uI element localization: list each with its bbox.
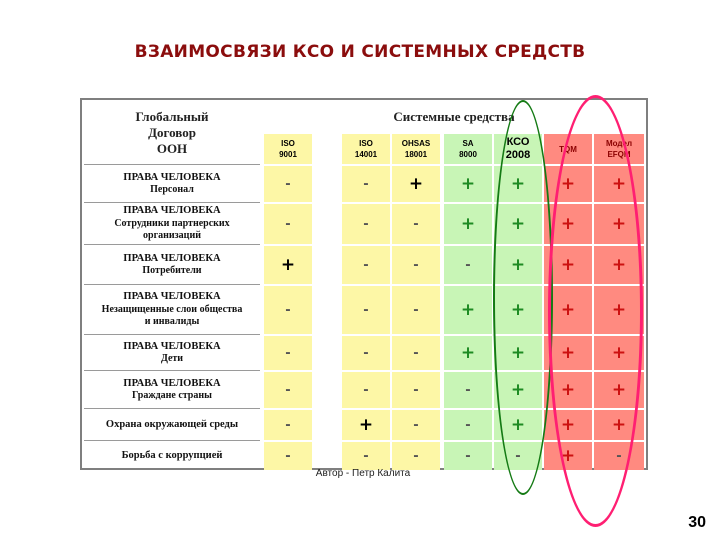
row-label-6 bbox=[84, 410, 260, 440]
minus-mark: - bbox=[285, 417, 291, 433]
plus-mark: + bbox=[510, 255, 526, 275]
row-label-line: организаций bbox=[143, 230, 201, 242]
minus-mark: - bbox=[363, 257, 369, 273]
row-divider bbox=[84, 370, 260, 371]
plus-mark: + bbox=[358, 415, 374, 435]
plus-mark: + bbox=[560, 255, 576, 275]
minus-mark: - bbox=[465, 382, 471, 398]
matrix-cell bbox=[444, 246, 492, 284]
plus-mark: + bbox=[460, 343, 476, 363]
standard-header-2 bbox=[392, 134, 440, 164]
row-divider bbox=[84, 244, 260, 245]
matrix-cell bbox=[392, 246, 440, 284]
plus-mark: + bbox=[611, 343, 627, 363]
minus-mark: - bbox=[616, 448, 622, 464]
page-number: 30 bbox=[688, 514, 706, 531]
standard-header-0 bbox=[264, 134, 312, 164]
row-label-line: Персонал bbox=[150, 184, 194, 195]
matrix-cell bbox=[444, 372, 492, 408]
plus-mark: + bbox=[510, 343, 526, 363]
plus-mark: + bbox=[460, 214, 476, 234]
plus-mark: + bbox=[510, 415, 526, 435]
row-divider bbox=[84, 202, 260, 203]
matrix-cell bbox=[392, 372, 440, 408]
plus-mark: + bbox=[560, 380, 576, 400]
row-divider bbox=[84, 440, 260, 441]
minus-mark: - bbox=[465, 257, 471, 273]
slide-title: ВЗАИМОСВЯЗИ КСО И СИСТЕМНЫХ СРЕДСТВ bbox=[134, 42, 586, 62]
kso-highlight-ellipse bbox=[493, 100, 553, 495]
minus-mark: - bbox=[465, 417, 471, 433]
plus-mark: + bbox=[611, 415, 627, 435]
minus-mark: - bbox=[413, 216, 419, 232]
plus-mark: + bbox=[560, 174, 576, 194]
standard-label-line: 2008 bbox=[505, 149, 531, 161]
minus-mark: - bbox=[285, 176, 291, 192]
minus-mark: - bbox=[363, 345, 369, 361]
matrix-cell bbox=[342, 372, 390, 408]
row-label-line: Незащищенные слои общества bbox=[101, 303, 243, 315]
minus-mark: - bbox=[413, 257, 419, 273]
matrix-cell bbox=[264, 166, 312, 202]
minus-mark: - bbox=[413, 382, 419, 398]
plus-mark: + bbox=[611, 380, 627, 400]
row-label-line: Сотрудники партнерских bbox=[114, 217, 230, 229]
plus-mark: + bbox=[280, 255, 296, 275]
row-label-line: Борьба с коррупцией bbox=[121, 449, 223, 461]
minus-mark: - bbox=[285, 302, 291, 318]
minus-mark: - bbox=[363, 448, 369, 464]
plus-mark: + bbox=[611, 300, 627, 320]
row-divider bbox=[84, 408, 260, 409]
matrix-cell bbox=[342, 166, 390, 202]
row-label-line: ПРАВА ЧЕЛОВЕКА bbox=[123, 205, 221, 217]
row-label-line: ПРАВА ЧЕЛОВЕКА bbox=[123, 291, 221, 303]
plus-mark: + bbox=[560, 446, 576, 466]
standard-header-3 bbox=[444, 134, 492, 164]
row-divider bbox=[84, 164, 260, 165]
standard-label-line: КСО bbox=[506, 136, 530, 148]
header-global-compact-line: ООН bbox=[156, 141, 188, 156]
row-label-line: ПРАВА ЧЕЛОВЕКА bbox=[123, 340, 221, 352]
header-global-compact-line: Глобальный bbox=[135, 109, 209, 124]
minus-mark: - bbox=[413, 448, 419, 464]
plus-mark: + bbox=[611, 255, 627, 275]
standard-label-line: 14001 bbox=[354, 150, 378, 159]
plus-mark: + bbox=[510, 214, 526, 234]
row-divider bbox=[84, 334, 260, 335]
row-label-1 bbox=[84, 204, 260, 244]
standard-label-line: 18001 bbox=[404, 150, 428, 159]
matrix-cell bbox=[444, 166, 492, 202]
matrix-cell bbox=[264, 204, 312, 244]
row-label-line: Охрана окружающей среды bbox=[105, 418, 239, 430]
minus-mark: - bbox=[363, 382, 369, 398]
row-label-line: ПРАВА ЧЕЛОВЕКА bbox=[123, 171, 221, 183]
row-label-7 bbox=[84, 442, 260, 470]
matrix-cell bbox=[264, 336, 312, 370]
matrix-cell bbox=[444, 336, 492, 370]
minus-mark: - bbox=[515, 448, 521, 464]
matrix-cell bbox=[264, 372, 312, 408]
matrix-cell bbox=[444, 204, 492, 244]
matrix-cell bbox=[444, 410, 492, 440]
minus-mark: - bbox=[413, 417, 419, 433]
minus-mark: - bbox=[285, 345, 291, 361]
matrix-cell bbox=[264, 410, 312, 440]
standard-label-line: Модел bbox=[605, 139, 633, 148]
matrix-cell bbox=[392, 442, 440, 470]
plus-mark: + bbox=[408, 174, 424, 194]
standard-label-line: TQM bbox=[559, 144, 577, 154]
matrix-cell bbox=[392, 410, 440, 440]
matrix-cell bbox=[392, 166, 440, 202]
row-label-line: ПРАВА ЧЕЛОВЕКА bbox=[123, 252, 221, 264]
row-label-2 bbox=[84, 246, 260, 284]
matrix-cell bbox=[342, 204, 390, 244]
standard-label-line: 9001 bbox=[279, 150, 297, 159]
matrix-cell bbox=[444, 442, 492, 470]
standard-label-line: ISO bbox=[359, 139, 373, 148]
matrix-cell bbox=[264, 442, 312, 470]
plus-mark: + bbox=[611, 174, 627, 194]
minus-mark: - bbox=[285, 382, 291, 398]
row-label-line: Граждане страны bbox=[132, 390, 212, 401]
plus-mark: + bbox=[460, 300, 476, 320]
plus-mark: + bbox=[560, 415, 576, 435]
matrix-cell bbox=[264, 246, 312, 284]
tqm-efqm-highlight-ellipse bbox=[548, 95, 643, 527]
matrix-cell bbox=[392, 204, 440, 244]
matrix-cell bbox=[342, 336, 390, 370]
minus-mark: - bbox=[363, 176, 369, 192]
standard-label-line: 8000 bbox=[459, 150, 477, 159]
author-caption: Автор - Петр Калита bbox=[315, 468, 411, 479]
row-label-line: Дети bbox=[160, 353, 184, 364]
minus-mark: - bbox=[413, 302, 419, 318]
standard-label-line: SA bbox=[462, 139, 474, 148]
matrix-cell bbox=[342, 286, 390, 334]
minus-mark: - bbox=[363, 216, 369, 232]
row-label-4 bbox=[84, 336, 260, 370]
row-label-line: ПРАВА ЧЕЛОВЕКА bbox=[123, 377, 221, 389]
standard-label-line: OHSAS bbox=[401, 139, 431, 148]
matrix-cell bbox=[392, 336, 440, 370]
header-global-compact-line: Договор bbox=[148, 125, 196, 140]
plus-mark: + bbox=[460, 174, 476, 194]
plus-mark: + bbox=[611, 214, 627, 234]
header-system-tools: Системные средства bbox=[393, 109, 515, 124]
row-label-0 bbox=[84, 166, 260, 202]
matrix-cell bbox=[392, 286, 440, 334]
matrix-cell bbox=[444, 286, 492, 334]
plus-mark: + bbox=[560, 214, 576, 234]
standard-label-line: ISO bbox=[281, 139, 295, 148]
matrix-cell bbox=[264, 286, 312, 334]
standard-header-1 bbox=[342, 134, 390, 164]
plus-mark: + bbox=[510, 300, 526, 320]
minus-mark: - bbox=[285, 216, 291, 232]
matrix-cell bbox=[342, 246, 390, 284]
plus-mark: + bbox=[510, 174, 526, 194]
matrix-cell bbox=[342, 442, 390, 470]
plus-mark: + bbox=[510, 380, 526, 400]
row-label-line: Потребители bbox=[142, 265, 202, 276]
standard-label-line: EFQM bbox=[607, 150, 631, 159]
minus-mark: - bbox=[465, 448, 471, 464]
plus-mark: + bbox=[560, 343, 576, 363]
row-divider bbox=[84, 284, 260, 285]
row-label-line: и инвалиды bbox=[144, 316, 200, 328]
plus-mark: + bbox=[560, 300, 576, 320]
minus-mark: - bbox=[363, 302, 369, 318]
matrix-cell bbox=[342, 410, 390, 440]
minus-mark: - bbox=[413, 345, 419, 361]
row-label-3 bbox=[84, 286, 260, 334]
minus-mark: - bbox=[285, 448, 291, 464]
row-label-5 bbox=[84, 372, 260, 408]
header-global-compact bbox=[84, 102, 260, 164]
